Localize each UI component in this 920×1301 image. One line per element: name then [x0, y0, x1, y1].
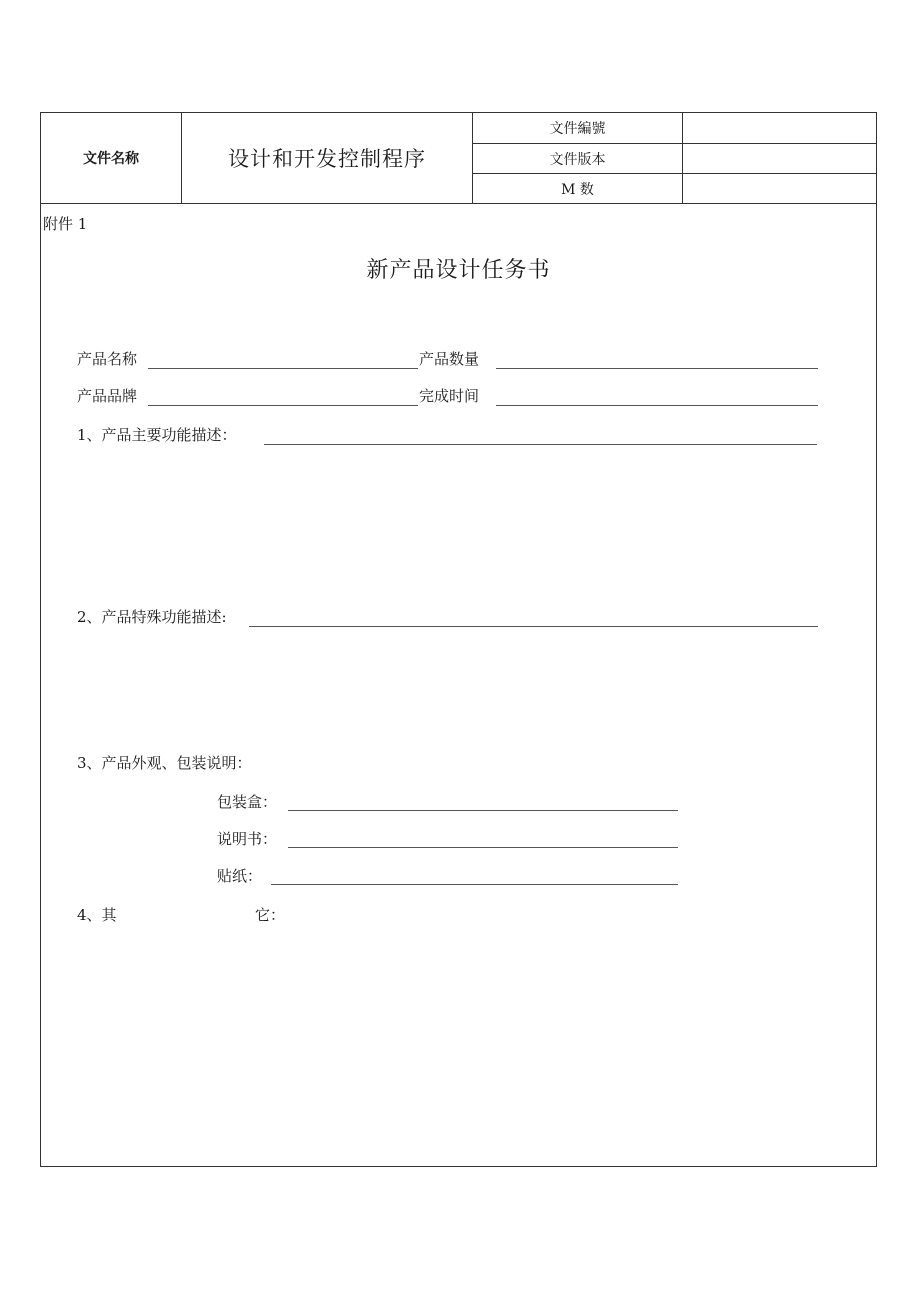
file-title: 设计和开发控制程序 — [228, 147, 426, 171]
product-brand-label: 产品品牌 — [77, 387, 138, 405]
manual-label: 说明书： — [217, 830, 278, 848]
document-header — [41, 113, 876, 204]
product-quantity-label: 产品数量 — [419, 350, 480, 368]
page-count-value — [683, 174, 877, 203]
product-brand-field[interactable] — [148, 405, 418, 406]
file-version-value — [683, 144, 877, 174]
form-title: 新产品设计任务书 — [366, 258, 551, 283]
packaging-box-label: 包装盒： — [217, 793, 278, 811]
file-number-label: 文件編號 — [549, 121, 606, 137]
packaging-box-field[interactable] — [288, 810, 678, 811]
section-special-functions-label: 2、产品特殊功能描述: — [77, 608, 227, 626]
completion-time-field[interactable] — [496, 405, 818, 406]
section-other-label-suffix: 它： — [255, 906, 286, 924]
document-frame — [40, 112, 877, 1167]
attachment-label: 附件 1 — [43, 215, 88, 233]
file-name-label: 文件名称 — [83, 151, 139, 167]
section-appearance-packaging-label: 3、产品外观、包装说明： — [77, 754, 252, 772]
completion-time-label: 完成时间 — [419, 387, 480, 405]
file-version-label: 文件版本 — [549, 152, 606, 168]
special-functions-field[interactable] — [249, 626, 818, 627]
section-other-label: 4、其 — [77, 906, 117, 924]
manual-field[interactable] — [288, 847, 678, 848]
main-functions-field[interactable] — [264, 444, 817, 445]
sticker-field[interactable] — [271, 884, 678, 885]
product-name-label: 产品名称 — [77, 350, 138, 368]
page-count-label: M 数 — [561, 181, 594, 198]
file-number-value — [683, 113, 877, 143]
section-main-functions-label: 1、产品主要功能描述： — [77, 426, 237, 444]
product-quantity-field[interactable] — [496, 368, 818, 369]
product-name-field[interactable] — [148, 368, 418, 369]
sticker-label: 贴纸： — [217, 867, 263, 885]
